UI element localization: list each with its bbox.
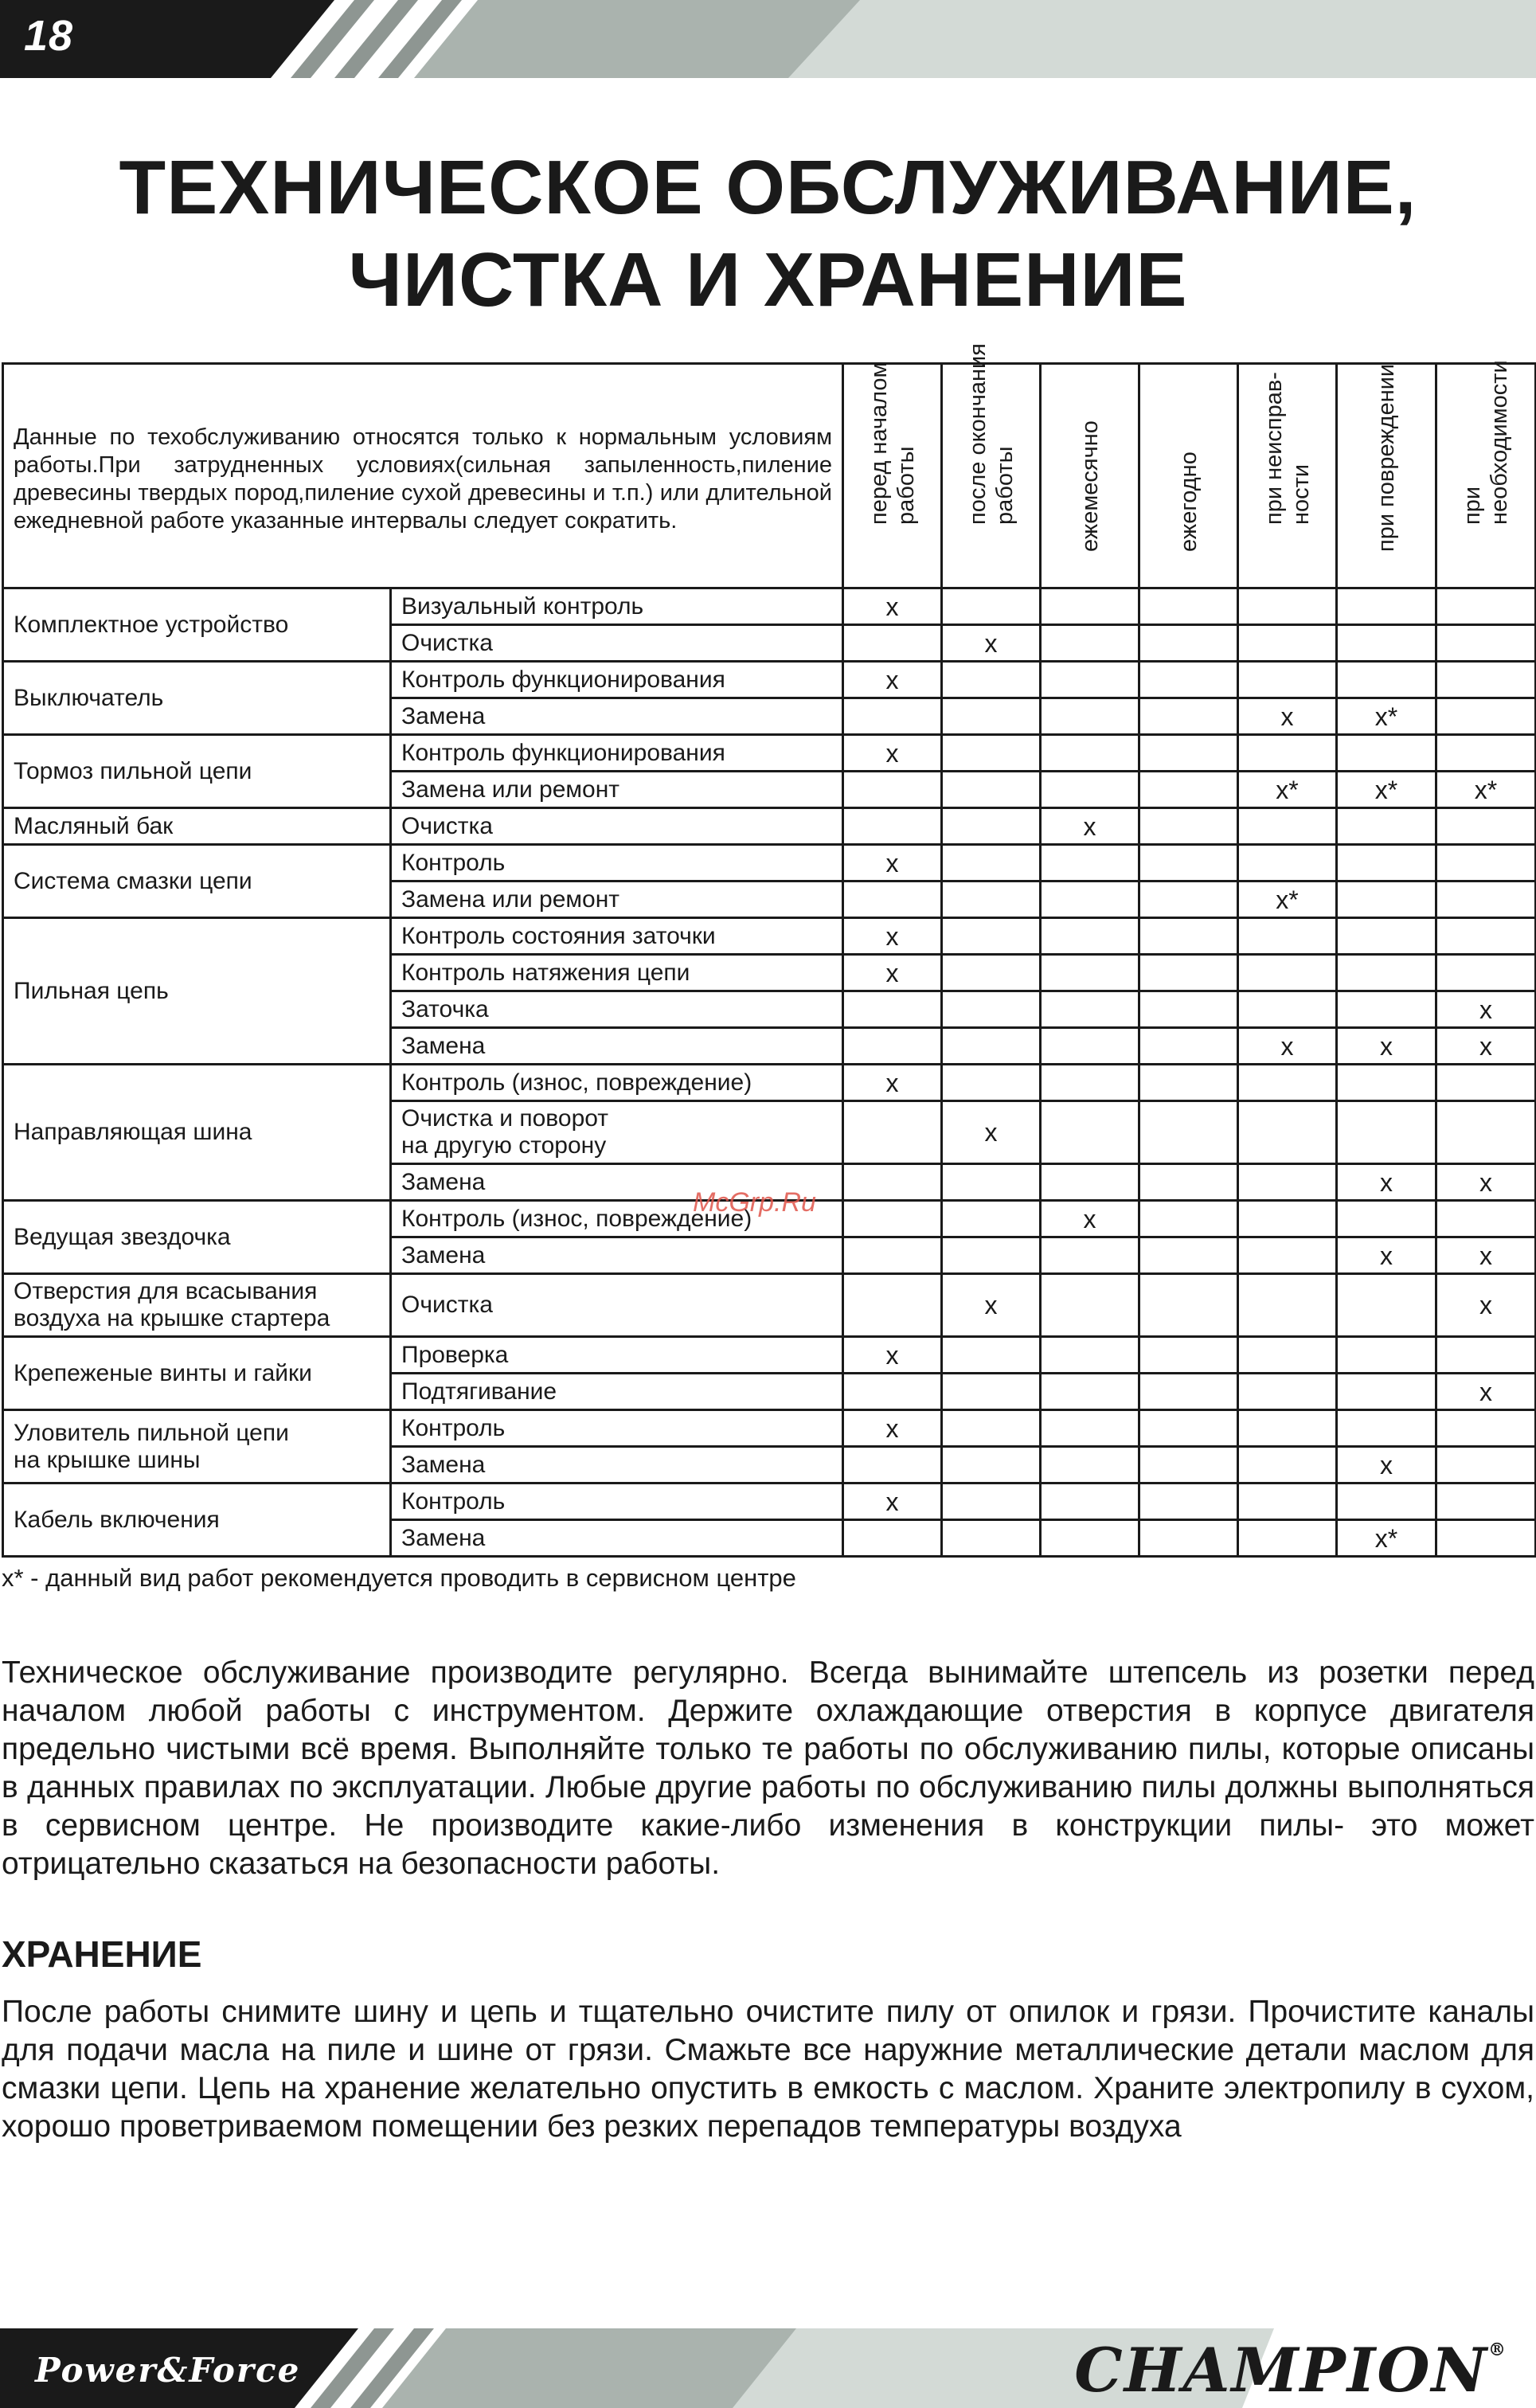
- interval-mark-cell: [942, 588, 1041, 625]
- task-cell: Замена: [391, 1237, 843, 1274]
- task-cell: Очистка: [391, 625, 843, 662]
- interval-mark-cell: [1139, 1065, 1238, 1101]
- maintenance-table: [2, 343, 1536, 1558]
- storage-heading: ХРАНЕНИЕ: [2, 1933, 202, 1975]
- interval-mark-cell: [1238, 1447, 1337, 1484]
- interval-mark-cell: [1436, 588, 1536, 625]
- table-footnote: x* - данный вид работ рекомендуется проводить в сервисном центре: [2, 1564, 796, 1592]
- interval-mark-cell: [1041, 1374, 1139, 1410]
- interval-mark-cell: [1238, 955, 1337, 991]
- task-cell: Очистка: [391, 808, 843, 845]
- column-header: при неисправ- ности: [1238, 364, 1337, 588]
- interval-mark-cell: [1238, 1274, 1337, 1337]
- interval-mark-cell: [1139, 662, 1238, 698]
- task-cell: Визуальный контроль: [391, 588, 843, 625]
- interval-mark-cell: [942, 772, 1041, 808]
- column-header: после окончания работы: [942, 364, 1041, 588]
- interval-mark-cell: [1139, 955, 1238, 991]
- table-row: [3, 588, 1536, 625]
- interval-mark-cell: [1041, 735, 1139, 772]
- interval-mark-cell: [1139, 1447, 1238, 1484]
- interval-mark-cell: [1139, 698, 1238, 735]
- interval-mark-cell: [942, 882, 1041, 918]
- header-stripes: [0, 0, 1536, 78]
- interval-mark-cell: [1041, 1410, 1139, 1447]
- interval-mark-cell: [1139, 625, 1238, 662]
- interval-mark-cell: x*: [1436, 772, 1536, 808]
- interval-mark-cell: [1436, 1101, 1536, 1164]
- interval-mark-cell: [942, 1410, 1041, 1447]
- task-cell: Заточка: [391, 991, 843, 1028]
- interval-mark-cell: [942, 698, 1041, 735]
- interval-mark-cell: [843, 625, 942, 662]
- interval-mark-cell: x: [1041, 1201, 1139, 1237]
- interval-mark-cell: [1139, 1520, 1238, 1557]
- interval-mark-cell: [1238, 845, 1337, 882]
- interval-mark-cell: [1337, 991, 1436, 1028]
- interval-mark-cell: [1238, 808, 1337, 845]
- task-cell: Контроль: [391, 1484, 843, 1520]
- task-cell: Контроль: [391, 845, 843, 882]
- interval-mark-cell: x: [1436, 1237, 1536, 1274]
- interval-mark-cell: x*: [1337, 698, 1436, 735]
- interval-mark-cell: x: [942, 1101, 1041, 1164]
- interval-mark-cell: x: [1238, 698, 1337, 735]
- interval-mark-cell: [942, 955, 1041, 991]
- table-row: [3, 845, 1536, 882]
- interval-mark-cell: [1238, 1337, 1337, 1374]
- interval-mark-cell: [942, 808, 1041, 845]
- interval-mark-cell: [1337, 918, 1436, 955]
- interval-mark-cell: [1238, 735, 1337, 772]
- interval-mark-cell: [843, 1164, 942, 1201]
- interval-mark-cell: [1337, 808, 1436, 845]
- task-cell: Проверка: [391, 1337, 843, 1374]
- interval-mark-cell: x: [1238, 1028, 1337, 1065]
- component-cell: Отверстия для всасывания воздуха на крышке стартера: [3, 1274, 391, 1337]
- interval-mark-cell: [843, 698, 942, 735]
- interval-mark-cell: [1238, 1410, 1337, 1447]
- interval-mark-cell: [1337, 1337, 1436, 1374]
- interval-mark-cell: [1041, 1164, 1139, 1201]
- table-row: [3, 1274, 1536, 1337]
- task-cell: Замена: [391, 1028, 843, 1065]
- header-band: [0, 0, 1536, 78]
- column-header: при повреждении: [1337, 364, 1436, 588]
- component-cell: Уловитель пильной цепи на крышке шины: [3, 1410, 391, 1484]
- interval-mark-cell: x: [843, 845, 942, 882]
- interval-mark-cell: [1436, 1484, 1536, 1520]
- interval-mark-cell: [1337, 588, 1436, 625]
- interval-mark-cell: [1337, 1201, 1436, 1237]
- interval-mark-cell: [843, 808, 942, 845]
- interval-mark-cell: [1337, 1065, 1436, 1101]
- interval-mark-cell: [942, 1237, 1041, 1274]
- table-row: [3, 662, 1536, 698]
- task-cell: Замена: [391, 1520, 843, 1557]
- interval-mark-cell: [1238, 1237, 1337, 1274]
- interval-mark-cell: x: [1337, 1028, 1436, 1065]
- interval-mark-cell: [1041, 1520, 1139, 1557]
- interval-mark-cell: [843, 1520, 942, 1557]
- interval-mark-cell: x: [843, 1337, 942, 1374]
- interval-mark-cell: [843, 1374, 942, 1410]
- storage-paragraph: После работы снимите шину и цепь и тщательно очистите пилу от опилок и грязи. Прочистите каналы для подачи масла на пиле и шине от грязи. Смажьте все наружние металлические детали маслом для смазки цепи. Цепь на хранение желательно опустить в емкость с маслом. Храните электропилу в сухом, хорошо проветриваемом помещении без резких перепадов температуры воздуха: [2, 1995, 1534, 2144]
- interval-mark-cell: [843, 1101, 942, 1164]
- interval-mark-cell: [1337, 845, 1436, 882]
- interval-mark-cell: [1041, 1274, 1139, 1337]
- task-cell: Контроль функционирования: [391, 662, 843, 698]
- page-number: 18: [24, 12, 74, 60]
- component-cell: Кабель включения: [3, 1484, 391, 1557]
- task-cell: Контроль: [391, 1410, 843, 1447]
- interval-mark-cell: [1238, 991, 1337, 1028]
- interval-mark-cell: x*: [1337, 1520, 1436, 1557]
- interval-mark-cell: [843, 772, 942, 808]
- interval-mark-cell: [1139, 991, 1238, 1028]
- interval-mark-cell: [1337, 1274, 1436, 1337]
- interval-mark-cell: x: [843, 662, 942, 698]
- page-title-line-1: ТЕХНИЧЕСКОЕ ОБСЛУЖИВАНИЕ,: [119, 145, 1417, 230]
- interval-mark-cell: [1337, 1101, 1436, 1164]
- interval-mark-cell: [1041, 918, 1139, 955]
- component-cell: Система смазки цепи: [3, 845, 391, 918]
- interval-mark-cell: x: [1337, 1164, 1436, 1201]
- interval-mark-cell: [1436, 1520, 1536, 1557]
- interval-mark-cell: [1139, 918, 1238, 955]
- interval-mark-cell: [1041, 625, 1139, 662]
- interval-mark-cell: x*: [1337, 772, 1436, 808]
- task-cell: Контроль натяжения цепи: [391, 955, 843, 991]
- table-row: [3, 735, 1536, 772]
- power-force-logo: Power&Force: [35, 2351, 301, 2390]
- footer-band: [0, 2328, 1536, 2408]
- interval-mark-cell: [1436, 625, 1536, 662]
- interval-mark-cell: x: [843, 918, 942, 955]
- task-cell: Контроль (износ, повреждение): [391, 1201, 843, 1237]
- interval-mark-cell: [1041, 1337, 1139, 1374]
- interval-mark-cell: [942, 1337, 1041, 1374]
- component-cell: Масляный бак: [3, 808, 391, 845]
- interval-mark-cell: [1238, 1374, 1337, 1410]
- component-cell: Направляющая шина: [3, 1065, 391, 1201]
- interval-mark-cell: x: [1041, 808, 1139, 845]
- interval-mark-cell: x: [1436, 991, 1536, 1028]
- interval-mark-cell: x: [1436, 1028, 1536, 1065]
- interval-mark-cell: [1041, 1237, 1139, 1274]
- task-cell: Замена: [391, 1164, 843, 1201]
- interval-mark-cell: [1041, 991, 1139, 1028]
- interval-mark-cell: x: [1436, 1164, 1536, 1201]
- interval-mark-cell: [1238, 918, 1337, 955]
- interval-mark-cell: [1436, 918, 1536, 955]
- interval-mark-cell: [942, 1374, 1041, 1410]
- interval-mark-cell: [843, 1237, 942, 1274]
- table-row: [3, 1410, 1536, 1447]
- task-cell: Контроль состояния заточки: [391, 918, 843, 955]
- interval-mark-cell: [1436, 845, 1536, 882]
- component-cell: Тормоз пильной цепи: [3, 735, 391, 808]
- interval-mark-cell: [942, 918, 1041, 955]
- interval-mark-cell: [1139, 845, 1238, 882]
- interval-mark-cell: x: [942, 625, 1041, 662]
- interval-mark-cell: x: [843, 955, 942, 991]
- interval-mark-cell: [1238, 1520, 1337, 1557]
- table-row: [3, 1337, 1536, 1374]
- interval-mark-cell: [1337, 1374, 1436, 1410]
- task-cell: Очистка: [391, 1274, 843, 1337]
- table-row: [3, 1065, 1536, 1101]
- task-cell: Замена: [391, 698, 843, 735]
- interval-mark-cell: [1139, 1101, 1238, 1164]
- component-cell: Выключатель: [3, 662, 391, 735]
- page-title: [0, 142, 1536, 326]
- interval-mark-cell: [942, 1484, 1041, 1520]
- interval-mark-cell: [1436, 1065, 1536, 1101]
- interval-mark-cell: [1436, 662, 1536, 698]
- interval-mark-cell: [1139, 1028, 1238, 1065]
- interval-mark-cell: [1139, 735, 1238, 772]
- interval-mark-cell: x: [843, 588, 942, 625]
- table-row: [3, 1484, 1536, 1520]
- task-cell: Замена или ремонт: [391, 772, 843, 808]
- column-header: перед началом работы: [843, 364, 942, 588]
- table-body: [3, 588, 1536, 1557]
- table-row: [3, 918, 1536, 955]
- interval-mark-cell: [1041, 772, 1139, 808]
- column-header: при необходимости: [1436, 364, 1536, 588]
- interval-mark-cell: [942, 735, 1041, 772]
- interval-mark-cell: x: [843, 1484, 942, 1520]
- interval-mark-cell: [1041, 1447, 1139, 1484]
- interval-mark-cell: [1139, 588, 1238, 625]
- task-cell: Замена или ремонт: [391, 882, 843, 918]
- interval-mark-cell: [1041, 698, 1139, 735]
- interval-mark-cell: [843, 1028, 942, 1065]
- task-cell: Контроль функционирования: [391, 735, 843, 772]
- table-intro-text: Данные по техобслуживанию относятся только к нормальным условиям работы.При затрудненных условиях(сильная запыленность,пиление древесины твердых пород,пиление сухой древесины и т.п.) или длительной ежедневной работе указанные интервалы следует сократить.: [3, 364, 843, 588]
- interval-mark-cell: [1139, 1374, 1238, 1410]
- watermark-text: McGrp.Ru: [693, 1187, 816, 1218]
- interval-mark-cell: [1238, 1201, 1337, 1237]
- interval-mark-cell: [942, 991, 1041, 1028]
- interval-mark-cell: [1436, 882, 1536, 918]
- interval-mark-cell: [1436, 1410, 1536, 1447]
- interval-mark-cell: [1139, 1164, 1238, 1201]
- interval-mark-cell: [1139, 1237, 1238, 1274]
- interval-mark-cell: [942, 845, 1041, 882]
- interval-mark-cell: [1139, 1484, 1238, 1520]
- interval-mark-cell: [1436, 1337, 1536, 1374]
- interval-mark-cell: [1139, 1274, 1238, 1337]
- column-header: ежегодно: [1139, 364, 1238, 588]
- interval-mark-cell: [843, 882, 942, 918]
- interval-mark-cell: x: [1337, 1237, 1436, 1274]
- maintenance-paragraph: Техническое обслуживание производите регулярно. Всегда вынимайте штепсель из розетки перед началом любой работы с инструментом. Держите охлаждающие отверстия в корпусе двигателя предельно чистыми всё время. Выполняйте только те работы по обслуживанию пилы, которые описаны в данных правилах по эксплуатации. Любые другие работы по обслуживанию пилы должны выполняться в сервисном центре. Не производите какие-либо изменения в конструкции пилы- это может отрицательно сказаться на безопасности работы.: [2, 1656, 1534, 1881]
- interval-mark-cell: [1041, 662, 1139, 698]
- page-title-line-2: ЧИСТКА И ХРАНЕНИЕ: [348, 237, 1188, 322]
- interval-mark-cell: x: [942, 1274, 1041, 1337]
- interval-mark-cell: [843, 991, 942, 1028]
- interval-mark-cell: [1238, 1065, 1337, 1101]
- interval-mark-cell: x: [1436, 1374, 1536, 1410]
- column-header: ежемесячно: [1041, 364, 1139, 588]
- interval-mark-cell: [1436, 1447, 1536, 1484]
- interval-mark-cell: [942, 1164, 1041, 1201]
- interval-mark-cell: [1139, 772, 1238, 808]
- interval-mark-cell: [1436, 808, 1536, 845]
- interval-mark-cell: [1337, 662, 1436, 698]
- interval-mark-cell: [1337, 1410, 1436, 1447]
- interval-mark-cell: x: [1337, 1447, 1436, 1484]
- interval-mark-cell: [1337, 1484, 1436, 1520]
- interval-mark-cell: [1238, 625, 1337, 662]
- interval-mark-cell: [942, 1520, 1041, 1557]
- interval-mark-cell: [1139, 882, 1238, 918]
- interval-mark-cell: [1139, 1337, 1238, 1374]
- interval-mark-cell: x: [843, 1410, 942, 1447]
- interval-mark-cell: [942, 1201, 1041, 1237]
- task-cell: Контроль (износ, повреждение): [391, 1065, 843, 1101]
- interval-mark-cell: [1041, 1028, 1139, 1065]
- interval-mark-cell: [1139, 1410, 1238, 1447]
- champion-logo: CHAMPION®: [1074, 2335, 1507, 2406]
- component-cell: Комплектное устройство: [3, 588, 391, 662]
- component-cell: Пильная цепь: [3, 918, 391, 1065]
- table-header-row: [3, 364, 1536, 588]
- interval-mark-cell: [1041, 588, 1139, 625]
- interval-mark-cell: [1238, 1101, 1337, 1164]
- interval-mark-cell: x*: [1238, 772, 1337, 808]
- interval-mark-cell: x*: [1238, 882, 1337, 918]
- interval-mark-cell: [942, 1028, 1041, 1065]
- interval-mark-cell: x: [1436, 1274, 1536, 1337]
- interval-mark-cell: [1436, 955, 1536, 991]
- interval-mark-cell: [1337, 625, 1436, 662]
- interval-mark-cell: [1041, 1484, 1139, 1520]
- interval-mark-cell: [1436, 1201, 1536, 1237]
- interval-mark-cell: [843, 1201, 942, 1237]
- task-cell: Подтягивание: [391, 1374, 843, 1410]
- interval-mark-cell: [942, 662, 1041, 698]
- interval-mark-cell: [1041, 955, 1139, 991]
- task-cell: Очистка и поворот на другую сторону: [391, 1101, 843, 1164]
- interval-mark-cell: [1139, 808, 1238, 845]
- interval-mark-cell: [1238, 1164, 1337, 1201]
- interval-mark-cell: x: [843, 735, 942, 772]
- interval-mark-cell: [1436, 735, 1536, 772]
- interval-mark-cell: [1041, 1101, 1139, 1164]
- interval-mark-cell: [1337, 735, 1436, 772]
- interval-mark-cell: [942, 1447, 1041, 1484]
- interval-mark-cell: [1041, 1065, 1139, 1101]
- interval-mark-cell: [1337, 882, 1436, 918]
- interval-mark-cell: [1238, 588, 1337, 625]
- component-cell: Крепеженые винты и гайки: [3, 1337, 391, 1410]
- interval-mark-cell: [1139, 1201, 1238, 1237]
- interval-mark-cell: [942, 1065, 1041, 1101]
- task-cell: Замена: [391, 1447, 843, 1484]
- interval-mark-cell: [1436, 698, 1536, 735]
- interval-mark-cell: x: [843, 1065, 942, 1101]
- component-cell: Ведущая звездочка: [3, 1201, 391, 1274]
- interval-mark-cell: [843, 1447, 942, 1484]
- interval-mark-cell: [1041, 845, 1139, 882]
- interval-mark-cell: [843, 1274, 942, 1337]
- interval-mark-cell: [1238, 662, 1337, 698]
- interval-mark-cell: [1041, 882, 1139, 918]
- interval-mark-cell: [1337, 955, 1436, 991]
- interval-mark-cell: [1238, 1484, 1337, 1520]
- table-row: [3, 808, 1536, 845]
